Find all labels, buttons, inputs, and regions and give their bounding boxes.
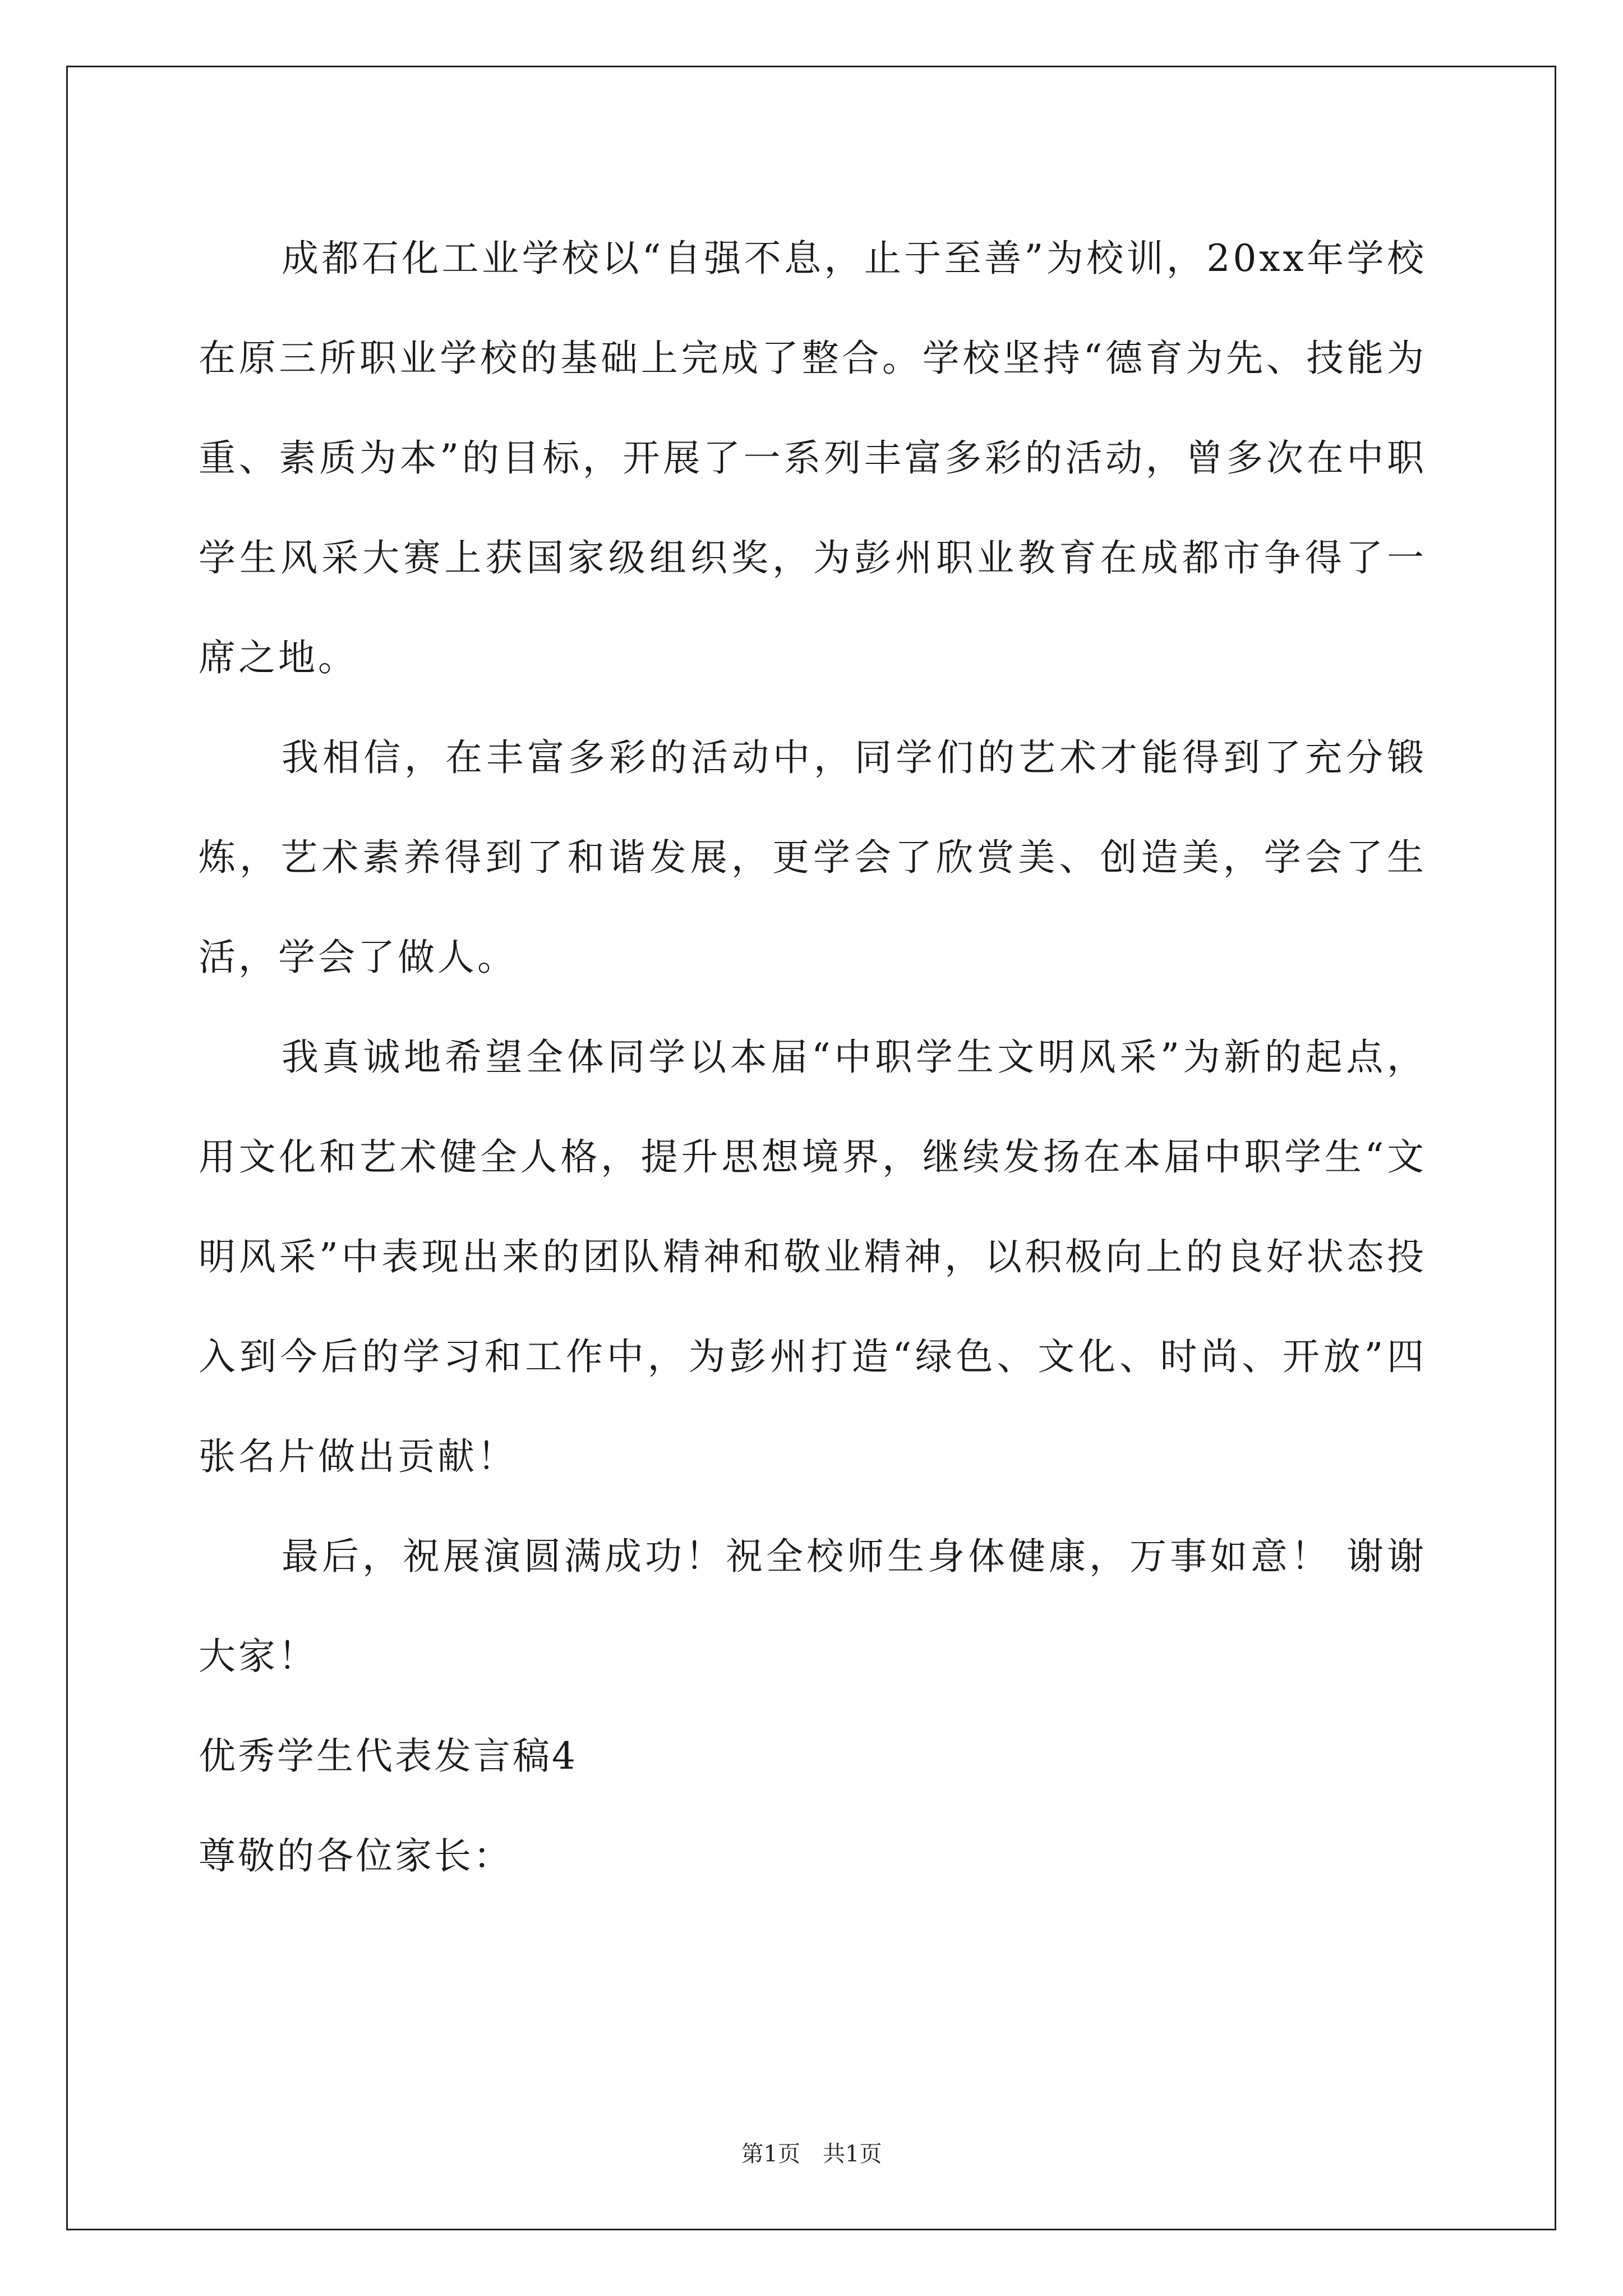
paragraph-school-intro: 成都石化工业学校以“自强不息，止于至善”为校训，20xx年学校在原三所职业学校的基础上完成了整合。学校坚持“德育为先、技能为重、素质为本”的目标，开展了一系列丰富多彩的活动，曾多次在中职学生风采大赛上获国家级组织奖，为彭州职业教育在成都市争得了一席之地。: [199, 237, 1427, 679]
paragraph-belief: 我相信，在丰富多彩的活动中，同学们的艺术才能得到了充分锻炼，艺术素养得到了和谐发展，更学会了欣赏美、创造美，学会了生活，学会了做人。: [199, 736, 1427, 979]
document-body: [199, 209, 1427, 1906]
section-title: 优秀学生代表发言稿4: [199, 1734, 578, 1778]
page-footer: 第1页 共1页: [741, 2141, 882, 2167]
paragraph-hope: 我真诚地希望全体同学以本届“中职学生文明风采”为新的起点，用文化和艺术健全人格，提升思想境界，继续发扬在本届中职学生“文明风采”中表现出来的团队精神和敬业精神，以积极向上的良好状态投入到今后的学习和工作中，为彭州打造“绿色、文化、时尚、开放”四张名片做出贡献！: [199, 1036, 1427, 1478]
salutation: 尊敬的各位家长：: [199, 1834, 513, 1878]
paragraph-closing: 最后，祝展演圆满成功！祝全校师生身体健康，万事如意！ 谢谢大家！: [199, 1535, 1427, 1678]
